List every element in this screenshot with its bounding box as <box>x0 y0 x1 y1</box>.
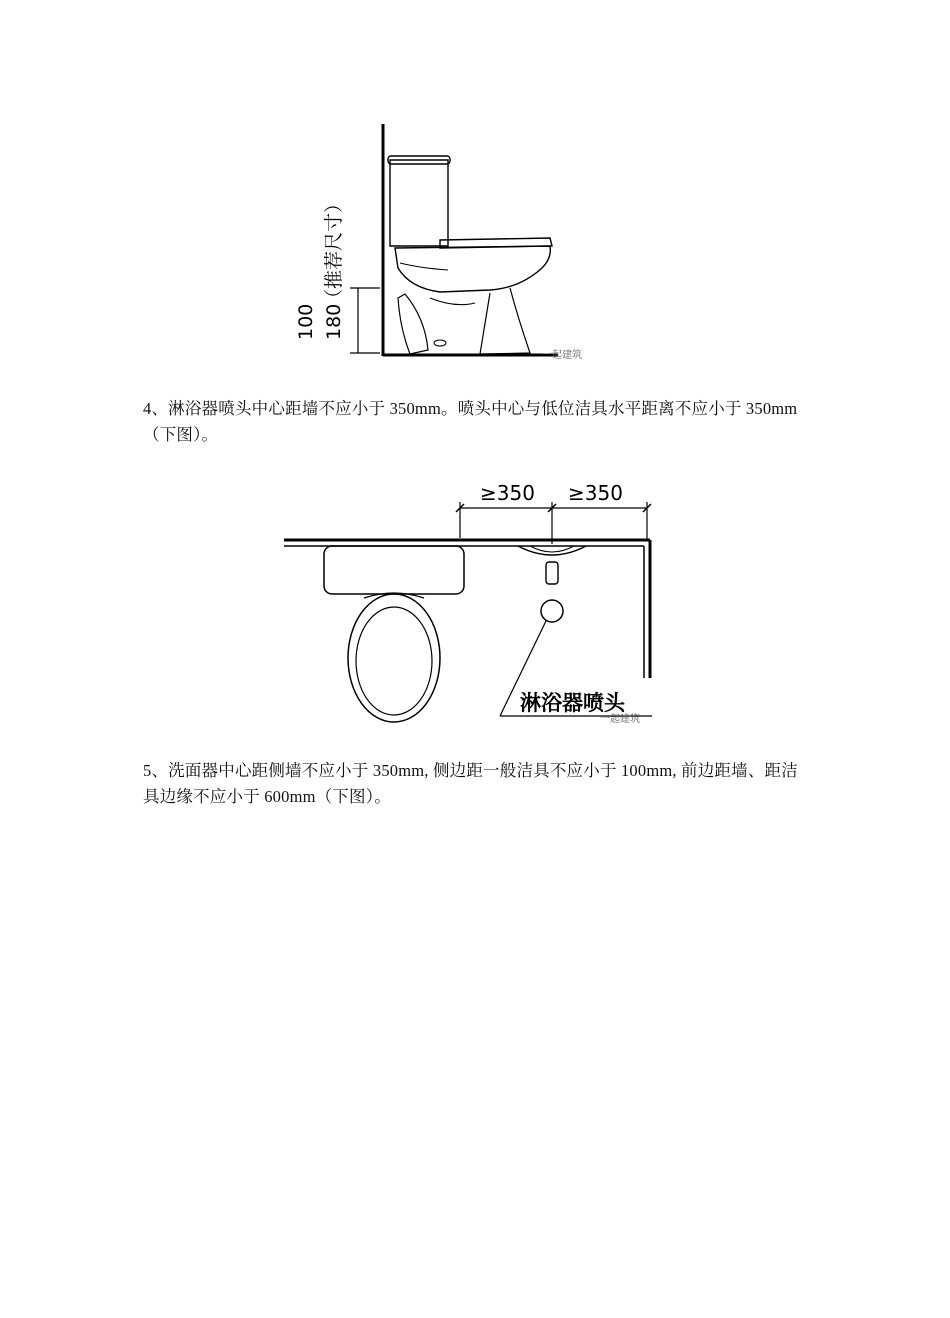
watermark-text: 一起建筑 <box>542 350 582 361</box>
dim-right-label: ≥350 <box>568 481 623 505</box>
dim-100-label: 100 <box>295 303 317 340</box>
dim-180-label: 180 <box>323 303 345 340</box>
dim-left-label: ≥350 <box>480 481 535 505</box>
dim-recommend-label: （推荐尺寸） <box>323 193 345 308</box>
watermark-text: 一起建筑 <box>600 714 640 725</box>
shower-head-callout: 淋浴器喷头 <box>520 691 625 715</box>
paragraph-5: 5、洗面器中心距侧墙不应小于 350mm, 侧边距一般洁具不应小于 100mm, 前边距墙、距洁具边缘不应小于 600mm（下图）。 <box>143 761 798 806</box>
paragraph-4: 4、淋浴器喷头中心距墙不应小于 350mm。喷头中心与低位洁具水平距离不应小于 350mm（下图）。 <box>143 399 798 444</box>
shower-plan-figure <box>282 478 662 728</box>
toilet-elevation-figure <box>280 118 620 368</box>
